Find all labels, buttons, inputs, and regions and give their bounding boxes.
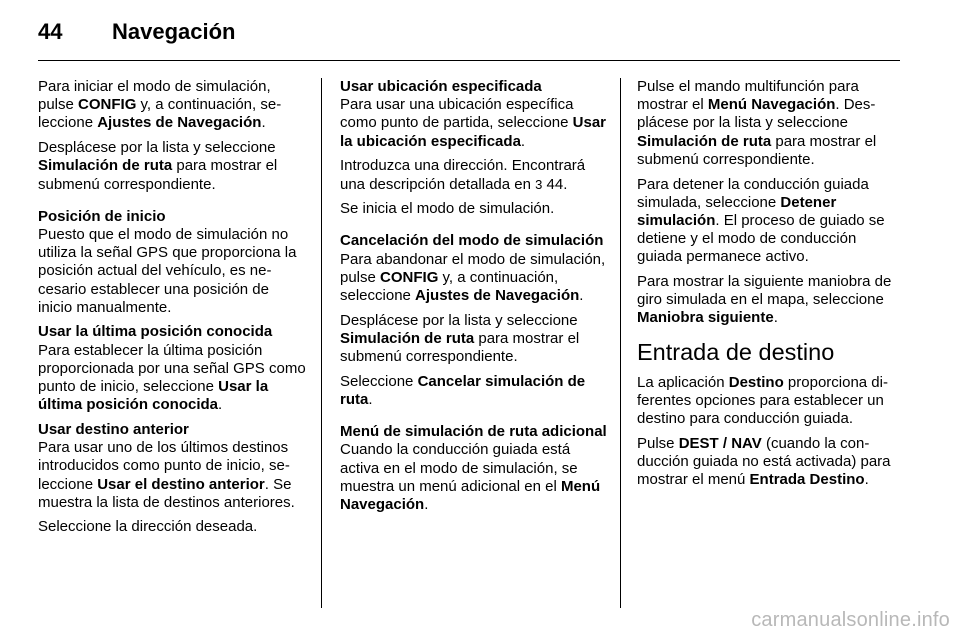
column-2: [340, 78, 608, 521]
paragraph: Para usar uno de los últimos destinos introducidos como punto de inicio, seleccione Usar el destino anterior. Se muestra la lista de destinos anteriores.: [38, 439, 295, 511]
page-title: Navegación: [112, 19, 236, 44]
paragraph: Cuando la conducción guiada está activa en el modo de simulación, se muestra un menú adicional en el Menú Navegación.: [340, 441, 601, 514]
page-number: 44: [38, 19, 63, 44]
paragraph: Para establecer la última posición proporcionada por una señal GPS como punto de inicio, seleccione Usar la última posición conocida.: [38, 341, 306, 414]
paragraph: Seleccione la dirección deseada.: [38, 518, 258, 536]
section-heading: Posición de inicio: [38, 207, 166, 225]
paragraph: Desplácese por la lista y seleccione Simulación de ruta para mostrar el submenú correspondiente.: [340, 311, 580, 366]
paragraph: Introduzca una dirección. Encontrará una descripción detallada en 3 44.: [340, 157, 586, 193]
paragraph: Puesto que el modo de simulación no utiliza la señal GPS que proporciona la posición actual del vehículo, es necesario establecer una posición de inicio manualmente.: [38, 225, 297, 316]
page-reference-icon: 3: [535, 176, 543, 192]
paragraph: Para mostrar la siguiente maniobra de giro simulada en el mapa, seleccione Maniobra siguiente.: [637, 273, 892, 327]
paragraph: Pulse DEST / NAV (cuando la conducción guiada no está activada) para mostrar el menú Entrada Destino.: [637, 434, 891, 489]
paragraph: Se inicia el modo de simulación.: [340, 200, 555, 218]
column-divider-2: [620, 78, 621, 608]
header-rule: [38, 60, 900, 61]
column-1: [38, 78, 306, 543]
paragraph: Para abandonar el modo de simulación, pulse CONFIG y, a continuación, seleccione Ajustes de Navegación.: [340, 250, 606, 305]
paragraph: Para detener la conducción guiada simulada, seleccione Detener simulación. El proceso de guiado se detiene y el modo de conducción guiada permanece activo.: [637, 175, 885, 266]
paragraph: Para usar una ubicación específica como punto de partida, seleccione Usar la ubicación especificada.: [340, 96, 607, 150]
paragraph: Desplácese por la lista y seleccione Simulación de ruta para mostrar el submenú correspondiente.: [38, 139, 278, 193]
section-heading: Menú de simulación de ruta adicional: [340, 423, 607, 441]
page-header: [38, 18, 236, 46]
section-heading: Cancelación del modo de simulación: [340, 232, 604, 250]
section-heading: Usar destino anterior: [38, 420, 189, 438]
section-title: Entrada de destino: [637, 338, 835, 365]
paragraph: Seleccione Cancelar simulación de ruta.: [340, 372, 586, 409]
paragraph: Para iniciar el modo de simulación, pulse CONFIG y, a continuación, seleccione Ajustes de Navegación.: [38, 78, 282, 132]
paragraph: Pulse el mando multifunción para mostrar el Menú Navegación. Desplácese por la lista y seleccione Simulación de ruta para mostrar el submenú correspondiente.: [637, 78, 877, 168]
section-heading: Usar la última posición conocida: [38, 323, 273, 341]
paragraph: La aplicación Destino proporciona diferentes opciones para establecer un destino para conducción guiada.: [637, 373, 888, 428]
column-3: [637, 78, 905, 496]
watermark[interactable]: carmanualsonline.info: [751, 609, 950, 631]
section-heading: Usar ubicación especificada: [340, 78, 542, 95]
column-divider-1: [321, 78, 322, 608]
